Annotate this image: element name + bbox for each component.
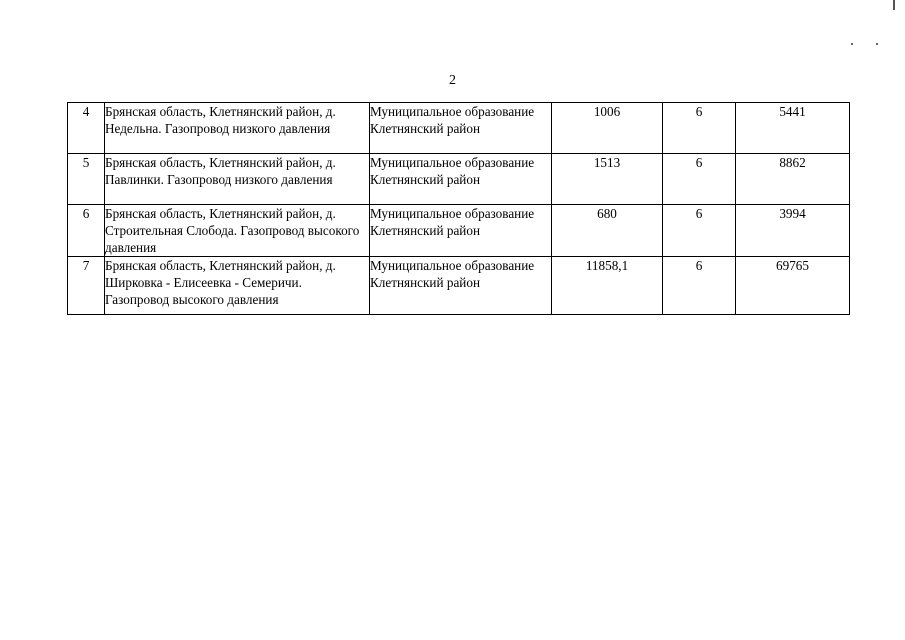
value-cell: 8862 [736,154,850,205]
pressure-cell: 6 [663,257,736,315]
table-row [68,154,850,205]
page-number: 2 [449,73,456,88]
row-number-cell: 7 [68,257,105,315]
length-cell: 1513 [552,154,663,205]
length-cell: 11858,1 [552,257,663,315]
owner-cell: Муниципальное образование Клетнянский район [370,205,552,257]
scan-dust-speck [851,43,853,45]
value-cell: 5441 [736,103,850,154]
length-cell: 1006 [552,103,663,154]
value-cell: 69765 [736,257,850,315]
row-number-cell: 5 [68,154,105,205]
row-number-cell: 4 [68,103,105,154]
location-cell: Брянская область, Клетнянский район, д. Павлинки. Газопровод низкого давления [105,154,370,205]
owner-cell: Муниципальное образование Клетнянский район [370,257,552,315]
length-cell: 680 [552,205,663,257]
scan-dust-speck [876,43,878,45]
row-number-cell: 6 [68,205,105,257]
location-cell: Брянская область, Клетнянский район, д. Недельна. Газопровод низкого давления [105,103,370,154]
table-row [68,257,850,315]
pressure-cell: 6 [663,103,736,154]
value-cell: 3994 [736,205,850,257]
pressure-cell: 6 [663,154,736,205]
owner-cell: Муниципальное образование Клетнянский район [370,103,552,154]
table-row [68,205,850,257]
pressure-cell: 6 [663,205,736,257]
table-row [68,103,850,154]
scan-edge-mark [893,0,895,10]
owner-cell: Муниципальное образование Клетнянский район [370,154,552,205]
location-cell: Брянская область, Клетнянский район, д. Строительная Слобода. Газопровод высокого давления [105,205,370,257]
location-cell: Брянская область, Клетнянский район, д. Ширковка - Елисеевка - Семеричи. Газопровод высокого давления [105,257,370,315]
gas-pipeline-table [67,102,850,315]
